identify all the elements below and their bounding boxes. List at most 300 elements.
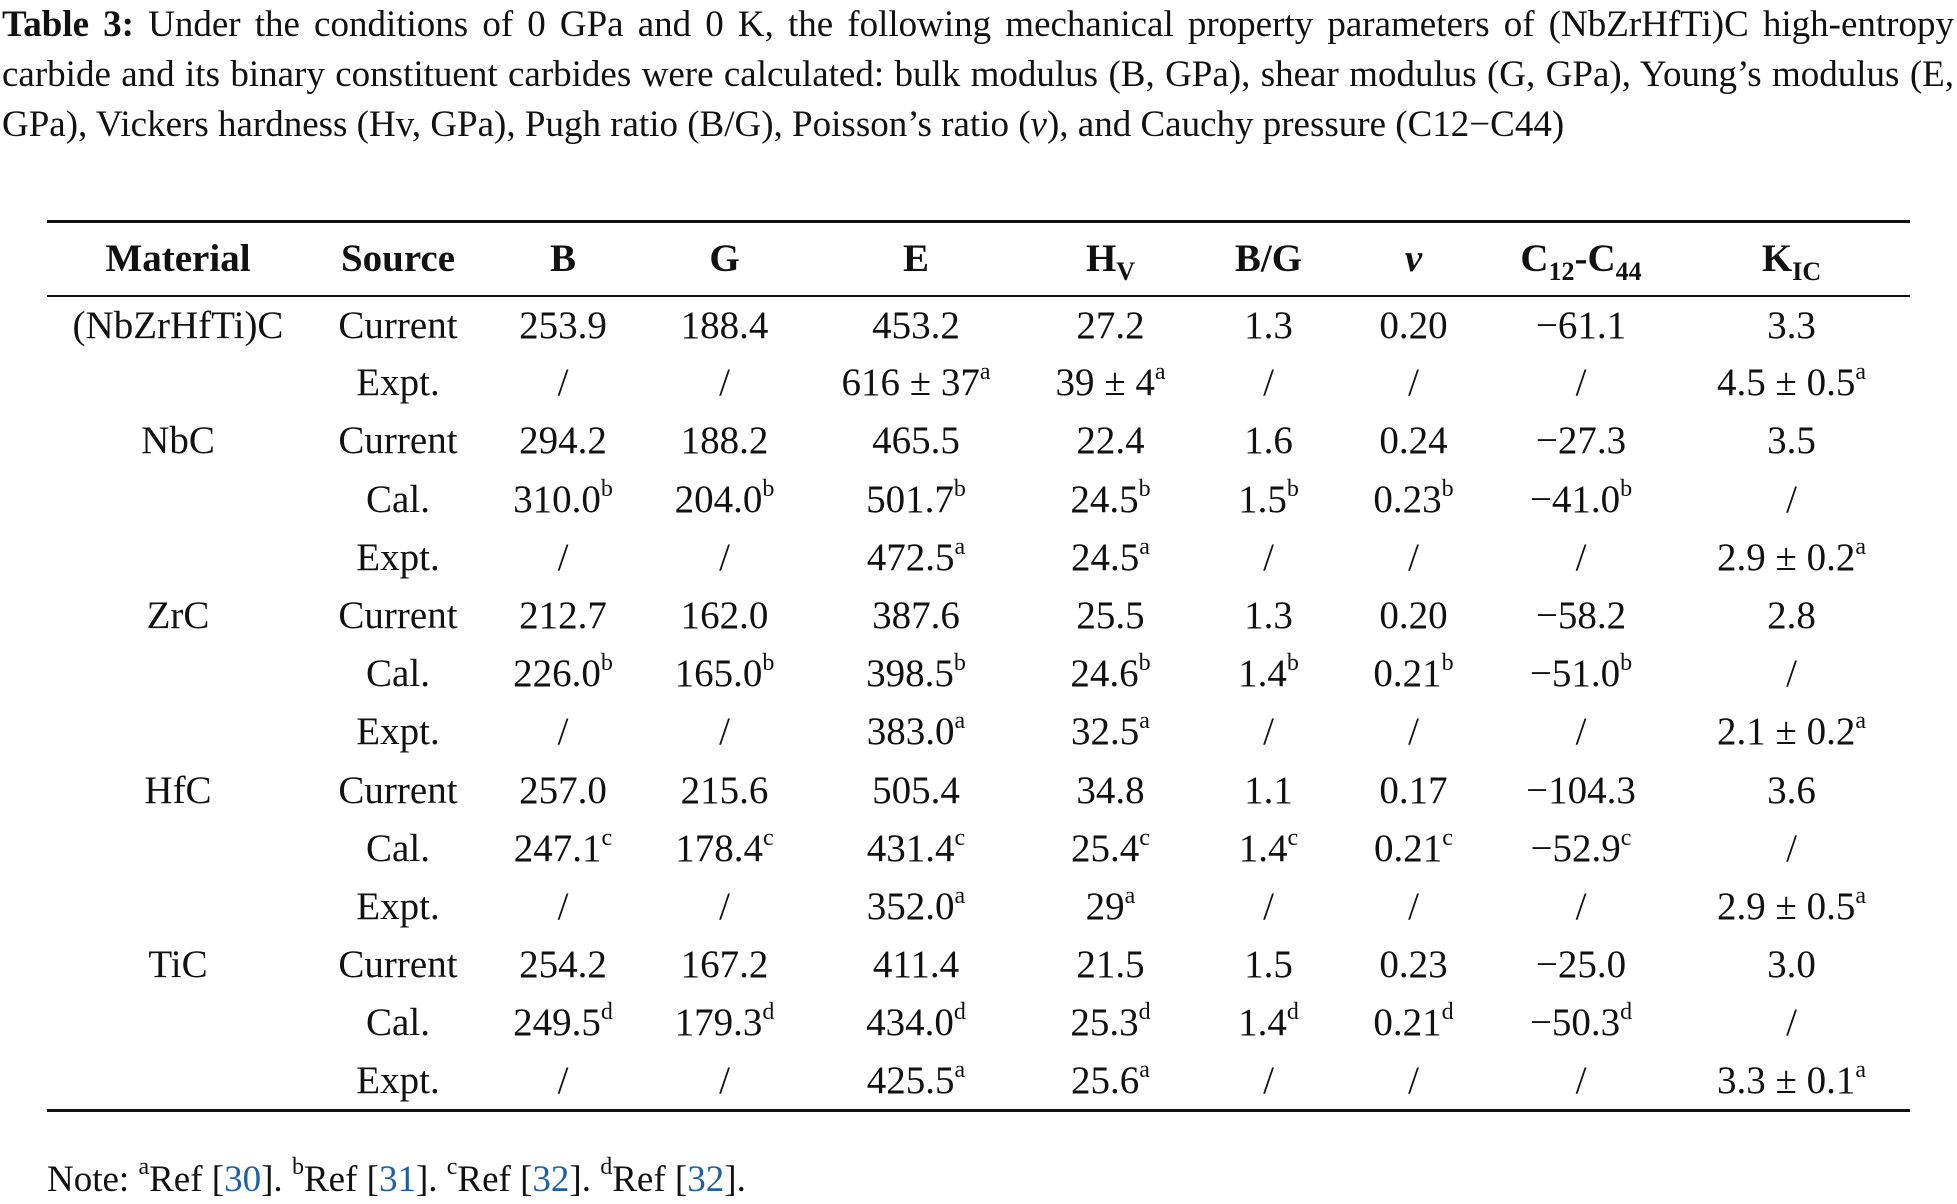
note-ref-close: ]. — [724, 1159, 746, 1200]
header-k-main: K — [1761, 237, 1793, 281]
cell-k — [1673, 645, 1910, 703]
cell-hv — [1022, 412, 1199, 470]
header-e: E — [810, 222, 1022, 296]
mechanical-properties-table — [47, 220, 1910, 1112]
cell-hv-value: 34.8 — [1076, 768, 1145, 812]
cell-nu-value: 0.24 — [1379, 419, 1448, 463]
cell-b-value: 253.9 — [519, 303, 607, 347]
cell-k-value: 2.9 ± 0.2 — [1716, 535, 1856, 579]
header-b: B — [487, 222, 639, 296]
cell-b-value: 249.5 — [513, 1001, 601, 1045]
cell-c-value: −104.3 — [1526, 768, 1636, 812]
cell-b — [487, 470, 639, 528]
cell-g — [639, 645, 810, 703]
cell-g-ref-marker: b — [762, 650, 775, 677]
cell-k — [1673, 296, 1910, 354]
cell-material — [47, 528, 309, 586]
caption-nu-symbol: ν — [1030, 104, 1047, 145]
cell-hv-ref-marker: a — [1139, 1056, 1150, 1083]
header-bg: B/G — [1199, 222, 1338, 296]
cell-k-ref-marker: a — [1855, 533, 1867, 560]
cell-c — [1489, 645, 1673, 703]
cell-material: HfC — [144, 768, 212, 812]
cell-material — [47, 994, 309, 1052]
cell-nu — [1338, 1052, 1489, 1110]
cell-bg — [1199, 703, 1338, 761]
cell-material — [47, 354, 309, 412]
cell-hv-value: 25.6 — [1071, 1058, 1140, 1102]
cell-c — [1489, 528, 1673, 586]
cell-g — [639, 528, 810, 586]
cell-nu-value: 0.21 — [1374, 826, 1443, 870]
header-kic — [1673, 222, 1910, 296]
cell-b-value: 247.1 — [513, 826, 602, 870]
cell-nu — [1338, 994, 1489, 1052]
cell-hv-value: 22.4 — [1076, 419, 1145, 463]
caption-label: Table 3: — [2, 4, 135, 45]
header-c-main: C — [1520, 237, 1549, 281]
cell-nu — [1338, 761, 1489, 819]
cell-hv-ref-marker: a — [1154, 359, 1166, 386]
cell-e-ref-marker: b — [953, 650, 966, 677]
cell-k — [1673, 936, 1910, 994]
cell-g — [639, 354, 810, 412]
table-body — [47, 296, 1910, 1111]
cell-g-value: / — [719, 361, 730, 405]
cell-b-value: 294.2 — [519, 419, 607, 463]
cell-g-ref-marker: c — [763, 824, 774, 851]
cell-k-value: / — [1786, 477, 1797, 521]
header-nu — [1338, 222, 1489, 296]
caption-text-end: ), and Cauchy pressure (C12−C44) — [1046, 104, 1565, 145]
cell-c — [1489, 994, 1673, 1052]
cell-b — [487, 354, 639, 412]
note-ref-text: Ref [ — [149, 1159, 225, 1200]
cell-hv-value: 24.5 — [1070, 477, 1139, 521]
cell-e-value: 431.4 — [866, 826, 955, 870]
cell-b — [487, 412, 639, 470]
table-header-row — [47, 222, 1910, 296]
cell-hv-ref-marker: a — [1139, 533, 1150, 560]
table-caption — [2, 0, 1954, 150]
cell-k — [1673, 470, 1910, 528]
cell-bg — [1199, 528, 1338, 586]
cell-k — [1673, 586, 1910, 644]
cell-bg-value: / — [1263, 884, 1274, 928]
cell-k — [1673, 1052, 1910, 1110]
cell-hv-ref-marker: b — [1138, 650, 1151, 677]
cell-k-value: 3.6 — [1767, 768, 1816, 812]
cell-e-ref-marker: b — [953, 475, 966, 502]
cell-c — [1489, 412, 1673, 470]
cell-e-value: 411.4 — [872, 943, 960, 987]
cell-source: Expt. — [309, 1052, 487, 1110]
cell-nu-ref-marker: d — [1441, 999, 1454, 1026]
cell-bg-ref-marker: b — [1286, 650, 1299, 677]
table-row — [47, 819, 1910, 877]
cell-e-value: 501.7 — [866, 477, 954, 521]
cell-b — [487, 936, 639, 994]
cell-k — [1673, 354, 1910, 412]
cell-bg — [1199, 877, 1338, 935]
cell-hv-ref-marker: b — [1138, 475, 1151, 502]
cell-e — [810, 877, 1022, 935]
cell-bg-value: / — [1263, 361, 1274, 405]
cell-k-value: 4.5 ± 0.5 — [1716, 361, 1856, 405]
cell-g — [639, 994, 810, 1052]
cell-b-value: 254.2 — [519, 943, 607, 987]
cell-e — [810, 1052, 1022, 1110]
cell-source: Current — [338, 419, 458, 463]
cell-c — [1489, 586, 1673, 644]
header-c-dash: -C — [1574, 237, 1616, 281]
cell-g-value: / — [719, 884, 730, 928]
cell-g — [639, 412, 810, 470]
cell-c-ref-marker: c — [1620, 824, 1632, 851]
cell-e — [810, 819, 1022, 877]
cell-hv — [1022, 819, 1199, 877]
cell-bg — [1199, 819, 1338, 877]
cell-source: Cal. — [366, 652, 430, 696]
cell-hv — [1022, 296, 1199, 354]
cell-g-value: 188.4 — [680, 303, 769, 347]
cell-k-value: / — [1786, 826, 1797, 870]
cell-c-value: / — [1575, 535, 1587, 579]
cell-e-value: 472.5 — [866, 535, 955, 579]
cell-c — [1489, 296, 1673, 354]
cell-bg-value: 1.3 — [1244, 303, 1293, 347]
cell-bg-value: 1.5 — [1238, 477, 1287, 521]
cell-hv — [1022, 528, 1199, 586]
note-ref-marker: a — [138, 1153, 150, 1180]
cell-nu-value: / — [1408, 710, 1419, 754]
cell-g-value: 215.6 — [680, 768, 769, 812]
cell-g-value: 167.2 — [680, 943, 769, 987]
cell-g-value: 204.0 — [674, 477, 763, 521]
cell-source: Cal. — [366, 477, 430, 521]
cell-nu-value: 0.17 — [1379, 768, 1448, 812]
cell-hv-value: 25.4 — [1071, 826, 1140, 870]
header-g: G — [639, 222, 810, 296]
cell-c-value: −52.9 — [1530, 826, 1621, 870]
table-row — [47, 703, 1910, 761]
cell-b-ref-marker: d — [600, 999, 613, 1026]
cell-g-ref-marker: b — [762, 475, 775, 502]
cell-hv — [1022, 1052, 1199, 1110]
cell-c-value: / — [1575, 361, 1587, 405]
cell-c — [1489, 877, 1673, 935]
cell-e — [810, 412, 1022, 470]
cell-nu-value: 0.20 — [1379, 303, 1448, 347]
cell-g-value: 179.3 — [674, 1001, 763, 1045]
cell-g-value: 165.0 — [674, 652, 763, 696]
note-ref-marker: c — [446, 1153, 458, 1180]
header-hv-sub: V — [1116, 257, 1136, 287]
cell-bg — [1199, 645, 1338, 703]
mechanical-properties-table-wrap — [47, 220, 1910, 1112]
cell-g-value: 178.4 — [675, 826, 764, 870]
cell-c-value: −41.0 — [1529, 477, 1621, 521]
cell-c — [1489, 761, 1673, 819]
cell-material: TiC — [148, 943, 208, 987]
cell-c-value: / — [1575, 884, 1587, 928]
header-k-sub: IC — [1792, 257, 1822, 287]
header-hv — [1022, 222, 1199, 296]
cell-bg-ref-marker: d — [1286, 999, 1299, 1026]
cell-hv-value: 27.2 — [1076, 303, 1145, 347]
cell-e-ref-marker: d — [953, 999, 966, 1026]
cell-c-value: / — [1575, 710, 1587, 754]
cell-g — [639, 296, 810, 354]
cell-bg-value: 1.4 — [1238, 1001, 1287, 1045]
note-ref-link[interactable]: 31 — [378, 1159, 416, 1200]
cell-k — [1673, 528, 1910, 586]
header-c12-c44 — [1489, 222, 1673, 296]
note-ref-text: Ref [ — [457, 1159, 533, 1200]
cell-k-ref-marker: a — [1855, 359, 1867, 386]
cell-material — [47, 645, 309, 703]
cell-nu — [1338, 354, 1489, 412]
cell-k-value: / — [1786, 652, 1797, 696]
cell-k — [1673, 819, 1910, 877]
cell-k-ref-marker: a — [1855, 1056, 1867, 1083]
cell-e-ref-marker: c — [954, 824, 966, 851]
cell-hv-value: 24.5 — [1071, 535, 1140, 579]
cell-k-value: / — [1786, 1001, 1797, 1045]
cell-c-value: −51.0 — [1529, 652, 1621, 696]
cell-e-value: 398.5 — [866, 652, 954, 696]
cell-c-value: −50.3 — [1529, 1001, 1621, 1045]
note-ref-link[interactable]: 32 — [687, 1159, 725, 1200]
cell-k-value: 2.8 — [1767, 594, 1816, 638]
cell-e — [810, 645, 1022, 703]
cell-bg-ref-marker: c — [1287, 824, 1299, 851]
table-row — [47, 354, 1910, 412]
table-header — [47, 222, 1910, 296]
cell-bg-value: / — [1263, 710, 1274, 754]
cell-b — [487, 296, 639, 354]
cell-c — [1489, 470, 1673, 528]
cell-nu-value: / — [1408, 884, 1419, 928]
cell-nu-value: 0.21 — [1373, 1001, 1442, 1045]
note-ref-close: ]. — [261, 1159, 292, 1200]
cell-g — [639, 819, 810, 877]
cell-bg — [1199, 761, 1338, 819]
cell-b-ref-marker: b — [600, 650, 613, 677]
cell-source: Current — [338, 768, 458, 812]
header-source: Source — [309, 222, 487, 296]
cell-nu — [1338, 412, 1489, 470]
cell-g — [639, 877, 810, 935]
cell-b-value: 310.0 — [513, 477, 601, 521]
cell-e-ref-marker: a — [954, 708, 966, 735]
note-ref-marker: d — [600, 1153, 613, 1180]
cell-g — [639, 586, 810, 644]
cell-bg — [1199, 412, 1338, 470]
caption-text: Under the conditions of 0 GPa and 0 K, the following mechanical property parameters of (NbZrHfTi)C high-entropy carbide and its binary constituent carbides were calculated: bulk modulus (B, GPa), shear modulus (G, GPa), Young’s modulus (E, GPa), Vickers hardness (Hv, GPa), Pugh ratio (B/G), Poisson’s ratio ( — [2, 4, 1955, 145]
cell-k — [1673, 412, 1910, 470]
cell-source: Cal. — [366, 826, 430, 870]
table-row — [47, 936, 1910, 994]
cell-material — [47, 877, 309, 935]
cell-g-ref-marker: d — [762, 999, 775, 1026]
cell-e-ref-marker: a — [954, 1056, 966, 1083]
header-hv-main: H — [1085, 237, 1117, 281]
cell-g — [639, 936, 810, 994]
cell-b — [487, 761, 639, 819]
cell-nu — [1338, 703, 1489, 761]
cell-b — [487, 994, 639, 1052]
cell-g-value: 188.2 — [680, 419, 769, 463]
cell-bg — [1199, 354, 1338, 412]
cell-b — [487, 703, 639, 761]
cell-bg-value: 1.1 — [1244, 768, 1293, 812]
cell-hv — [1022, 645, 1199, 703]
cell-bg-value: / — [1263, 1058, 1274, 1102]
cell-nu-value: 0.23 — [1373, 477, 1442, 521]
cell-e-value: 616 ± 37 — [841, 361, 980, 405]
cell-e — [810, 354, 1022, 412]
cell-nu — [1338, 936, 1489, 994]
cell-c-ref-marker: b — [1620, 650, 1633, 677]
cell-source: Expt. — [356, 884, 440, 928]
cell-hv-value: 32.5 — [1071, 710, 1140, 754]
note-ref-text: Ref [ — [303, 1159, 379, 1200]
note-prefix: Note: — [47, 1159, 139, 1200]
cell-nu — [1338, 819, 1489, 877]
cell-b-value: / — [557, 1058, 569, 1102]
cell-bg — [1199, 994, 1338, 1052]
cell-nu-value: 0.20 — [1379, 594, 1448, 638]
cell-c-ref-marker: b — [1620, 475, 1633, 502]
cell-e — [810, 528, 1022, 586]
cell-k — [1673, 877, 1910, 935]
cell-bg — [1199, 296, 1338, 354]
cell-c-value: −27.3 — [1535, 419, 1627, 463]
cell-bg-value: / — [1263, 535, 1274, 579]
cell-hv — [1022, 761, 1199, 819]
cell-e — [810, 761, 1022, 819]
cell-g — [639, 1052, 810, 1110]
cell-nu — [1338, 586, 1489, 644]
cell-bg — [1199, 936, 1338, 994]
cell-b-value: / — [557, 884, 569, 928]
cell-nu-value: / — [1408, 535, 1419, 579]
cell-k-value: 2.1 ± 0.2 — [1716, 710, 1856, 754]
cell-bg — [1199, 586, 1338, 644]
cell-material — [47, 470, 309, 528]
cell-k-value: 3.0 — [1767, 943, 1816, 987]
cell-k-ref-marker: a — [1855, 882, 1867, 909]
cell-bg-value: 1.5 — [1244, 943, 1293, 987]
table-row — [47, 645, 1910, 703]
cell-nu — [1338, 296, 1489, 354]
note-ref-close: ]. — [569, 1159, 601, 1200]
cell-material — [47, 703, 309, 761]
cell-e-value: 505.4 — [872, 768, 960, 812]
cell-c-ref-marker: d — [1620, 999, 1633, 1026]
cell-nu — [1338, 645, 1489, 703]
cell-material: NbC — [141, 419, 215, 463]
cell-k-value: 2.9 ± 0.5 — [1716, 884, 1856, 928]
note-ref-marker: b — [291, 1153, 304, 1180]
cell-g — [639, 470, 810, 528]
cell-k-ref-marker: a — [1855, 708, 1867, 735]
cell-nu — [1338, 877, 1489, 935]
cell-e-value: 453.2 — [872, 303, 960, 347]
note-ref-link[interactable]: 32 — [532, 1159, 570, 1200]
cell-b-value: / — [557, 361, 569, 405]
cell-b — [487, 586, 639, 644]
cell-bg-value: 1.4 — [1238, 652, 1287, 696]
cell-nu-ref-marker: b — [1441, 650, 1454, 677]
cell-nu-ref-marker: b — [1441, 475, 1454, 502]
cell-e-ref-marker: a — [954, 882, 966, 909]
note-ref-link[interactable]: 30 — [224, 1159, 262, 1200]
cell-b-value: / — [557, 710, 569, 754]
table-row — [47, 877, 1910, 935]
cell-k — [1673, 703, 1910, 761]
table-note — [47, 1153, 746, 1204]
cell-b — [487, 528, 639, 586]
cell-material — [47, 819, 309, 877]
cell-k-value: 3.3 — [1767, 303, 1816, 347]
cell-e — [810, 936, 1022, 994]
cell-c-value: −58.2 — [1535, 594, 1627, 638]
cell-e — [810, 586, 1022, 644]
cell-hv — [1022, 877, 1199, 935]
cell-c — [1489, 936, 1673, 994]
cell-hv-ref-marker: c — [1139, 824, 1150, 851]
note-ref-text: Ref [ — [612, 1159, 688, 1200]
header-material: Material — [47, 222, 309, 296]
cell-hv-ref-marker: a — [1124, 882, 1136, 909]
cell-b-value: 257.0 — [519, 768, 607, 812]
table-row — [47, 761, 1910, 819]
cell-source: Expt. — [356, 535, 440, 579]
cell-source: Current — [338, 303, 458, 347]
cell-g — [639, 761, 810, 819]
cell-nu-value: / — [1408, 361, 1419, 405]
cell-b-ref-marker: c — [601, 824, 613, 851]
cell-e-ref-marker: a — [979, 359, 991, 386]
cell-e-value: 383.0 — [866, 710, 955, 754]
cell-e-ref-marker: a — [954, 533, 966, 560]
table-row — [47, 412, 1910, 470]
cell-b — [487, 877, 639, 935]
note-ref-close: ]. — [415, 1159, 447, 1200]
cell-hv-value: 25.5 — [1076, 594, 1145, 638]
cell-b — [487, 1052, 639, 1110]
table-row — [47, 296, 1910, 354]
cell-nu — [1338, 470, 1489, 528]
cell-c-value: −61.1 — [1535, 303, 1627, 347]
cell-c-value: / — [1575, 1058, 1587, 1102]
cell-hv-value: 39 ± 4 — [1055, 361, 1155, 405]
cell-hv-ref-marker: d — [1138, 999, 1151, 1026]
cell-k — [1673, 761, 1910, 819]
cell-material: ZrC — [146, 594, 210, 638]
cell-bg-value: 1.4 — [1238, 826, 1288, 870]
header-c-sub1: 12 — [1548, 257, 1575, 287]
cell-g-value: / — [719, 710, 730, 754]
cell-hv-value: 24.6 — [1070, 652, 1139, 696]
cell-c — [1489, 703, 1673, 761]
cell-e-value: 465.5 — [872, 419, 960, 463]
cell-source: Expt. — [356, 710, 440, 754]
cell-nu — [1338, 528, 1489, 586]
cell-nu-value: 0.23 — [1379, 943, 1448, 987]
